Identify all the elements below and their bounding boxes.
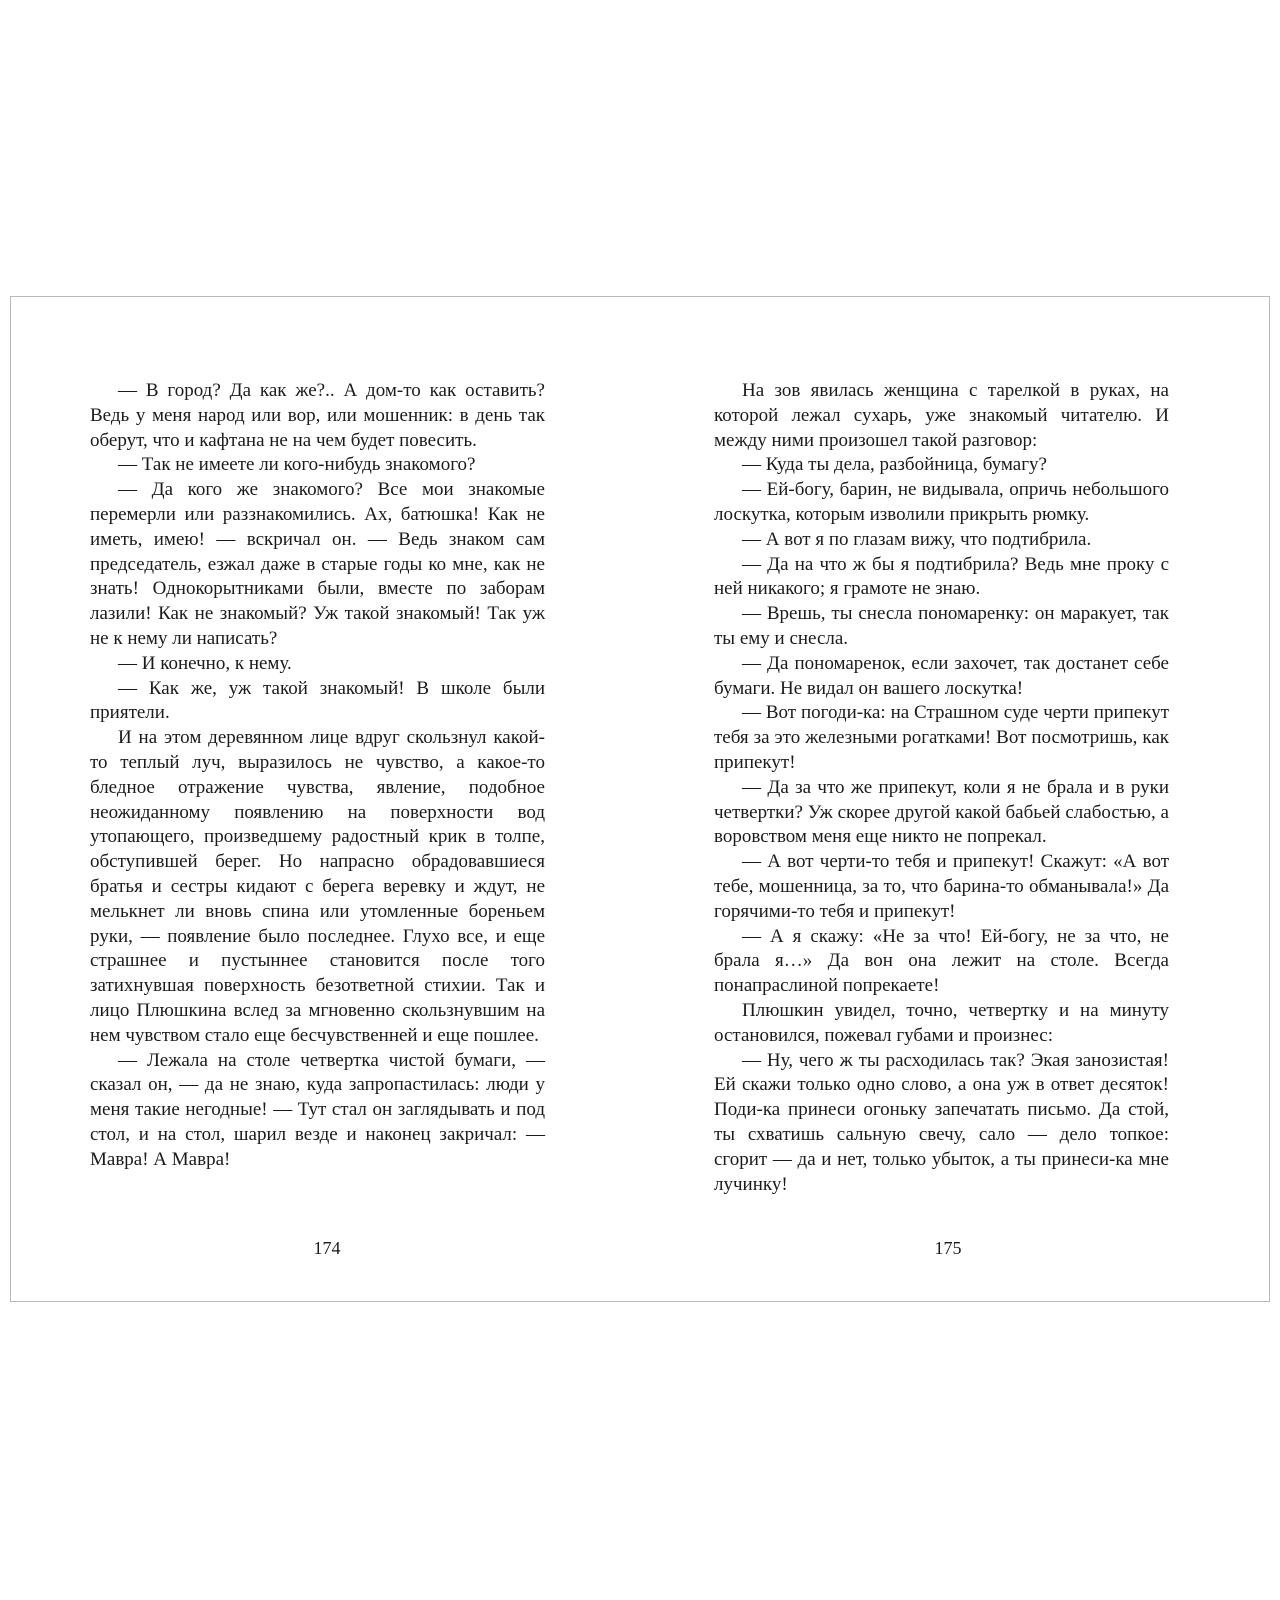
book-spread — [10, 296, 1270, 1302]
paragraph: — Врешь, ты снесла пономаренку: он маракует, так ты ему и снесла. — [714, 603, 1169, 649]
paragraph: — В город? Да как же?.. А дом-то как оставить? Ведь у меня народ или вор, или мошенник: в день так оберут, что и кафтана не на чем будет повесить. — [90, 380, 545, 451]
paragraph: — Вот погоди-ка: на Страшном суде черти припекут тебя за это железными рогатками! Вот посмотришь, как припекут! — [714, 702, 1169, 773]
paragraph: — Лежала на столе четвертка чистой бумаги, — сказал он, — да не знаю, куда запропастилась: люди у меня такие негодные! — Тут стал он заглядывать и под стол, и на стол, шарил везде и наконец закричал: — Мавра! А Мавра! — [90, 1049, 545, 1170]
paragraph: — Куда ты дела, разбойница, бумагу? — [742, 454, 1047, 476]
paragraph: Плюшкин увидел, точно, четвертку и на минуту остановился, пожевал губами и произнес: — [714, 999, 1169, 1046]
paragraph: — А вот я по глазам вижу, что подтибрила. — [742, 528, 1092, 550]
paragraph: — А вот черти-то тебя и припекут! Скажут: «А вот тебе, мошенница, за то, что барина-то обманывала!» Да горячими-то тебя и припекут! — [714, 851, 1169, 922]
paragraph: На зов явилась женщина с тарелкой в руках, на которой лежал сухарь, уже знакомый читателю. И между ними произошел такой разговор: — [714, 380, 1169, 451]
paragraph: — Как же, уж такой знакомый! В школе были приятели. — [90, 677, 545, 724]
paragraph: — Ей-богу, барин, не видывала, опричь небольшого лоскутка, которым изволили прикрыть рюмку. — [714, 479, 1169, 525]
paragraph: — Да за что же припекут, коли я не брала и в руки четвертки? Уж скорее другой какой бабьей слабостью, а воровством меня еще никто не попрекал. — [714, 776, 1169, 848]
paragraph: — Так не имеете ли кого-нибудь знакомого? — [118, 454, 476, 476]
left-page-number: 174 — [313, 1238, 341, 1258]
paragraph: — А я скажу: «Не за что! Ей-богу, не за что, не брала я…» Да вон она лежит на столе. Всегда понапраслиной попрекаете! — [714, 925, 1169, 997]
paragraph: — Да пономаренок, если захочет, так достанет себе бумаги. Не видал он вашего лоскутка! — [714, 652, 1169, 699]
right-page-text — [714, 379, 1169, 1197]
paragraph: — И конечно, к нему. — [118, 652, 292, 674]
right-page-number: 175 — [934, 1238, 962, 1258]
left-page-text — [90, 379, 545, 1173]
paragraph: И на этом деревянном лице вдруг скользнул какой-то теплый луч, выразилось не чувство, а какое-то бледное отражение чувства, явление, подобное неожиданному появлению на поверхности вод утопающего, произведшему радостный крик в толпе, обступившей берег. Но напрасно обрадовавшиеся братья и сестры кидают с берега веревку и ждут, не мелькнет ли вновь спина или утомленные бореньем руки, — появление было последнее. Глухо все, и еще страшнее и пустыннее становится после того затихнувшая поверхность безответной стихии. Так и лицо Плюшкина вслед за мгновенно скользнувшим на нем чувством стало еще бесчувственней и еще пошлее. — [90, 727, 545, 1046]
paragraph: — Да на что ж бы я подтибрила? Ведь мне проку с ней никакого; я грамоте не знаю. — [714, 553, 1169, 600]
paragraph: — Ну, чего ж ты расходилась так? Экая занозистая! Ей скажи только одно слово, а она уж в ответ десяток! Поди-ка принеси огоньку запечатать письмо. Да стой, ты схватишь сальную свечу, сало — дело топкое: сгорит — да и нет, только убыток, а ты принеси-ка мне лучинку! — [714, 1049, 1169, 1195]
paragraph: — Да кого же знакомого? Все мои знакомые перемерли или раззнакомились. Ах, батюшка! Как не иметь, имею! — вскричал он. — Ведь знаком сам председатель, езжал даже в старые годы ко мне, как не знать! Однокорытниками были, вместе по заборам лазили! Как не знакомый? Уж такой знакомый! Так уж не к нему ли написать? — [90, 479, 545, 649]
